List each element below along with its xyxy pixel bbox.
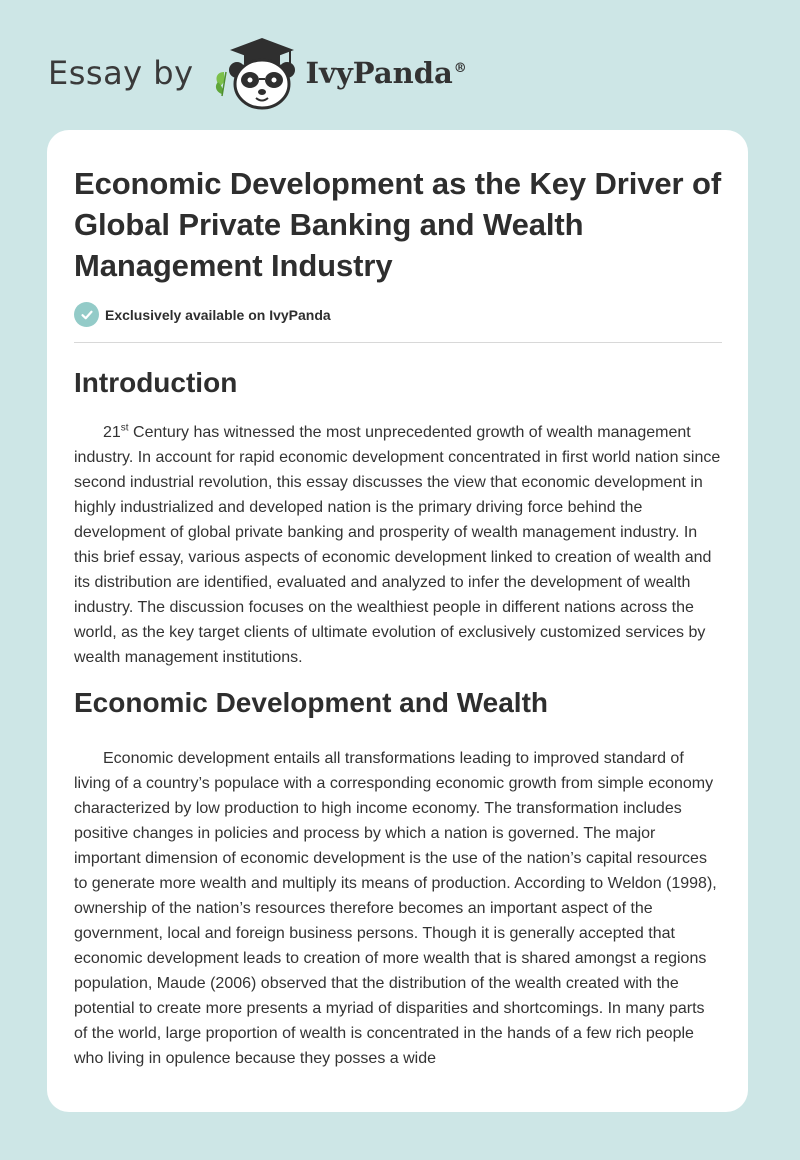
section-heading-introduction: Introduction	[74, 367, 238, 398]
paragraph-lead-number: 21	[103, 424, 121, 441]
ordinal-suffix: st	[120, 422, 129, 434]
check-circle-icon	[74, 302, 99, 327]
essay-title: Economic Development as the Key Driver of Global Private Banking and Wealth Management Industry	[74, 166, 722, 283]
brand-name	[306, 56, 467, 90]
divider	[74, 342, 722, 343]
exclusive-badge-label: Exclusively available on IvyPanda	[105, 306, 331, 323]
brand-name-text: IvyPanda	[305, 56, 453, 90]
brand-prefix: Essay by	[48, 54, 194, 92]
registered-mark: ®	[453, 61, 467, 77]
exclusive-badge	[74, 302, 722, 327]
section-heading-economic-development: Economic Development and Wealth	[74, 687, 549, 718]
introduction-text: Century has witnessed the most unprecedented growth of wealth management industry. In account for rapid economic development concentrated in first world nation since second industrial revolution, this essay discusses the view that economic development in highly industrialized and developed nation is the primary driving force behind the development of global private banking and prosperity of wealth management industry. In this brief essay, various aspects of economic development linked to creation of wealth and its distribution are identified, evaluated and analyzed to infer the development of wealth industry. The discussion focuses on the wealthiest people in different nations across the world, as the key target clients of ultimate evolution of exclusively customized services by wealth management institutions.	[74, 424, 721, 666]
panda-logo-icon	[210, 36, 302, 110]
introduction-paragraph	[74, 420, 722, 670]
economic-development-paragraph: Economic development entails all transformations leading to improved standard of living of a country’s populace with a corresponding economic growth from simple economy characterized by low production to high income economy. The transformation includes positive changes in policies and process by which a nation is governed. The major important dimension of economic development is the use of the nation’s capital resources to generate more wealth and multiply its means of production. According to Weldon (1998), ownership of the nation’s resources therefore becomes an important aspect of the government, local and foreign business persons. Though it is generally accepted that economic development leads to creation of more wealth that is shared amongst a regions population, Maude (2006) observed that the distribution of the wealth created with the potential to create more presents a myriad of disparities and shortcomings. In many parts of the world, large proportion of wealth is concentrated in the hands of a few rich people who living in opulence because they posses a wide	[74, 750, 717, 1067]
brand-header	[48, 36, 467, 110]
essay-card	[47, 130, 748, 1112]
